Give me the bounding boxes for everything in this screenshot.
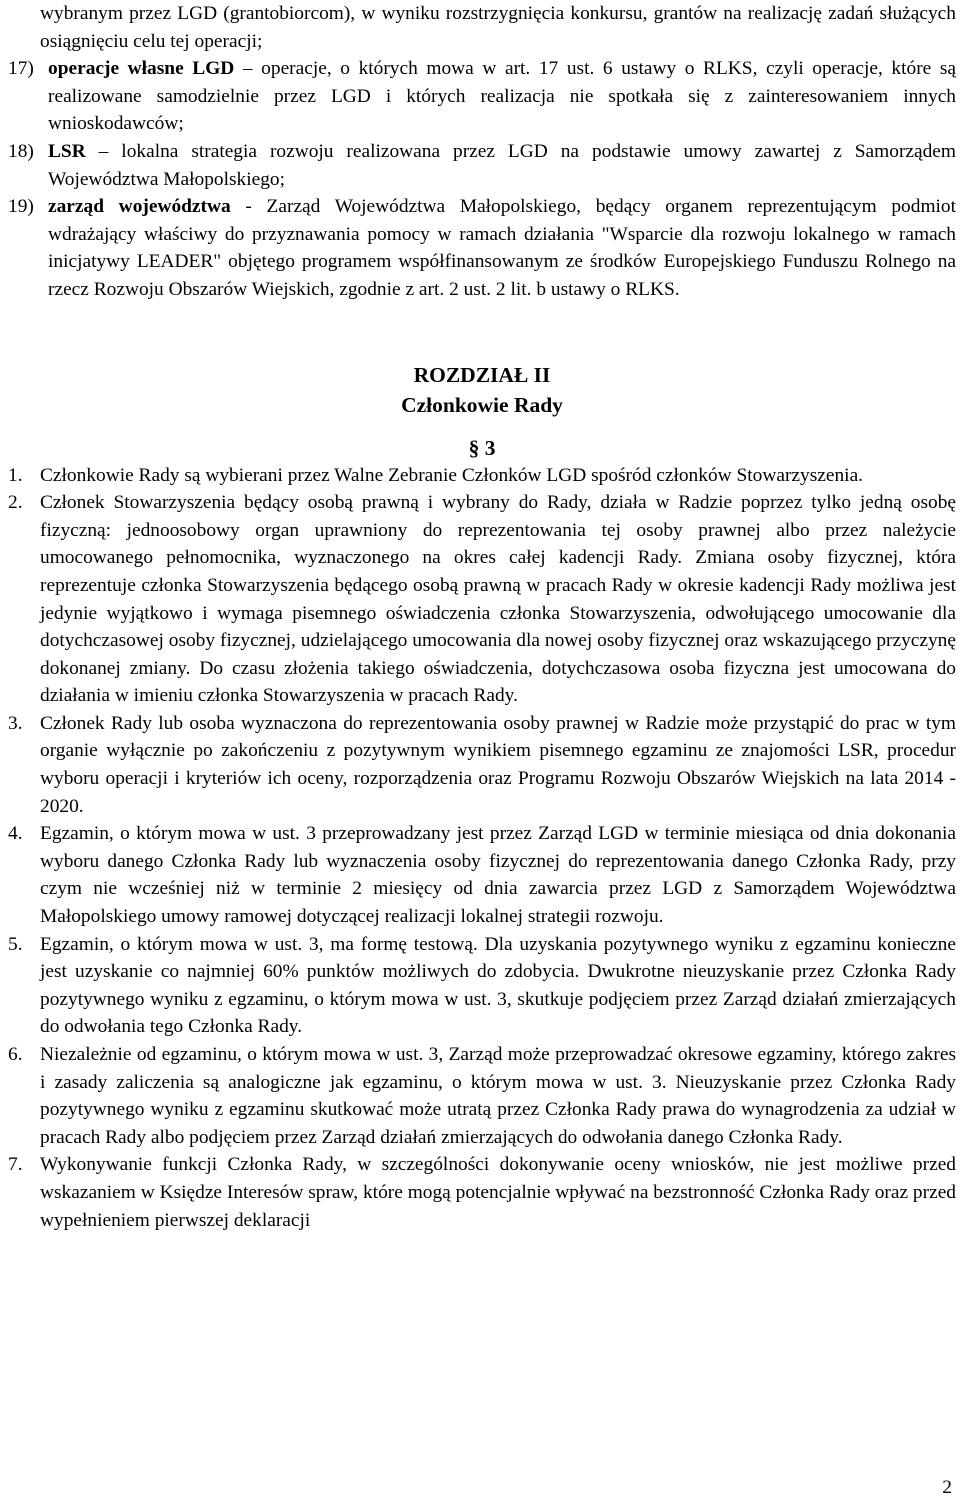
document-page xyxy=(8,0,956,1234)
point-text: Członkowie Rady są wybierani przez Walne Zebranie Członków LGD spośród członków Stowarzyszenia. xyxy=(40,464,864,486)
definition-number: 19) xyxy=(8,196,34,218)
section-sign: § 3 xyxy=(468,435,496,460)
point-number: 5. xyxy=(8,933,23,955)
definition-number: 18) xyxy=(8,140,34,162)
definition-term: operacje własne LGD xyxy=(48,58,235,80)
definition-term: zarząd województwa xyxy=(48,196,231,218)
point-number: 7. xyxy=(8,1154,23,1176)
list-item xyxy=(8,931,956,1041)
point-text: Członek Rady lub osoba wyznaczona do reprezentowania osoby prawnej w Radzie może przystąpić do prac w tym organie wyłącznie po zakończeniu z pozytywnym wynikiem pisemnego egzaminu ze znajomości LSR, procedur wyboru operacji i kryteriów ich oceny, rozporządzenia oraz Programu Rozwoju Obszarów Wiejskich na lata 2014 - 2020. xyxy=(40,712,956,817)
definitions-list xyxy=(8,55,956,303)
point-text: Egzamin, o którym mowa w ust. 3, ma formę testową. Dla uzyskania pozytywnego wyniku z egzaminu konieczne jest uzyskanie co najmniej 60% punktów możliwych do zdobycia. Dwukrotne nieuzyskanie przez Członka Rady pozytywnego wyniku z egzaminu, o którym mowa w ust. 3, skutkuje podjęciem przez Zarząd działań zmierzających do odwołania tego Członka Rady. xyxy=(40,933,956,1038)
definition-number: 17) xyxy=(8,58,34,80)
point-text: Wykonywanie funkcji Członka Rady, w szczególności dokonywanie oceny wniosków, nie jest możliwe przed wskazaniem w Księdze Interesów spraw, które mogą potencjalnie wpływać na bezstronność Członka Rady oraz przed wypełnieniem pierwszej deklaracji xyxy=(40,1154,956,1231)
list-item xyxy=(8,820,956,930)
definition-text: - Zarząd Województwa Małopolskiego, będący organem reprezentującym podmiot wdrażający właściwy do przyznawania pomocy w ramach działania "Wsparcie dla rozwoju lokalnego w ramach inicjatywy LEADER" objętego programem współfinansowanym ze środków Europejskiego Funduszu Rolnego na rzecz Rozwoju Obszarów Wiejskich, zgodnie z art. 2 ust. 2 lit. b ustawy o RLKS. xyxy=(48,196,956,300)
definition-item xyxy=(8,193,956,303)
list-item xyxy=(8,462,956,490)
list-item xyxy=(8,710,956,820)
definition-term: LSR xyxy=(48,140,86,162)
point-number: 3. xyxy=(8,712,23,734)
definition-text: – operacje, o których mowa w art. 17 ust. 6 ustawy o RLKS, czyli operacje, które są realizowane samodzielnie przez LGD i których realizacja nie spotkała się z zainteresowaniem innych wnioskodawców; xyxy=(48,58,956,135)
point-text: Egzamin, o którym mowa w ust. 3 przeprowadzany jest przez Zarząd LGD w terminie miesiąca od dnia dokonania wyboru danego Członka Rady lub wyznaczenia osoby fizycznej do reprezentowania danego Członka Rady, przy czym nie wcześniej niż w terminie 2 miesięcy od dnia zawarcia przez LGD z Samorządem Województwa Małopolskiego umowy ramowej dotyczącej realizacji lokalnej strategii rozwoju. xyxy=(40,823,956,928)
point-number: 4. xyxy=(8,823,23,845)
page-number: 2 xyxy=(942,1477,952,1498)
point-text: Niezależnie od egzaminu, o którym mowa w ust. 3, Zarząd może przeprowadzać okresowe egzaminy, którego zakres i zasady zaliczenia są analogiczne jak egzaminu, o którym mowa w ust. 3. Nieuzyskanie przez Członka Rady pozytywnego wyniku z egzaminu skutkować może utratą przez Członka Rady prawa do wynagrodzenia za udział w pracach Rady albo podjęciem przez Zarząd działań zmierzających do odwołania danego Członka Rady. xyxy=(40,1044,956,1148)
points-list xyxy=(8,462,956,1235)
definition-item xyxy=(8,55,956,138)
list-item xyxy=(8,1151,956,1234)
chapter-subtitle: Członkowie Rady xyxy=(401,392,563,417)
point-number: 2. xyxy=(8,492,23,514)
point-number: 6. xyxy=(8,1044,23,1065)
intro-continuation: wybranym przez LGD (grantobiorcom), w wyniku rozstrzygnięcia konkursu, grantów na realizację zadań służących osiągnięciu celu tej operacji; xyxy=(40,3,956,52)
list-item xyxy=(8,489,956,710)
list-item xyxy=(8,1041,956,1151)
definition-text: – lokalna strategia rozwoju realizowana przez LGD na podstawie umowy zawartej z Samorządem Województwa Małopolskiego; xyxy=(48,140,956,190)
point-text: Członek Stowarzyszenia będący osobą prawną i wybrany do Rady, działa w Radzie poprzez tylko jedną osobę fizyczną: jednoosobowy organ uprawniony do reprezentowania tej osoby prawnej albo przez należycie umocowanego pełnomocnika, wyznaczonego na okres całej kadencji Rady. Zmiana osoby fizycznej, która reprezentuje członka Stowarzyszenia będącego osobą prawną w pracach Rady w okresie kadencji Rady możliwa jest jedynie wyjątkowo i wymaga pisemnego oświadczenia członka Stowarzyszenia, odwołującego umocowanie dla dotychczasowej osoby fizycznej, udzielającego umocowania dla nowej osoby fizycznej oraz wskazującego przyczynę dokonanej zmiany. Do czasu złożenia takiego oświadczenia, dotychczasowa osoba fizyczna jest umocowana do działania w imieniu członka Stowarzyszenia w pracach Rady. xyxy=(40,492,956,707)
chapter-title: ROZDZIAŁ II xyxy=(413,362,551,387)
point-number: 1. xyxy=(8,464,23,486)
definition-item xyxy=(8,138,956,193)
